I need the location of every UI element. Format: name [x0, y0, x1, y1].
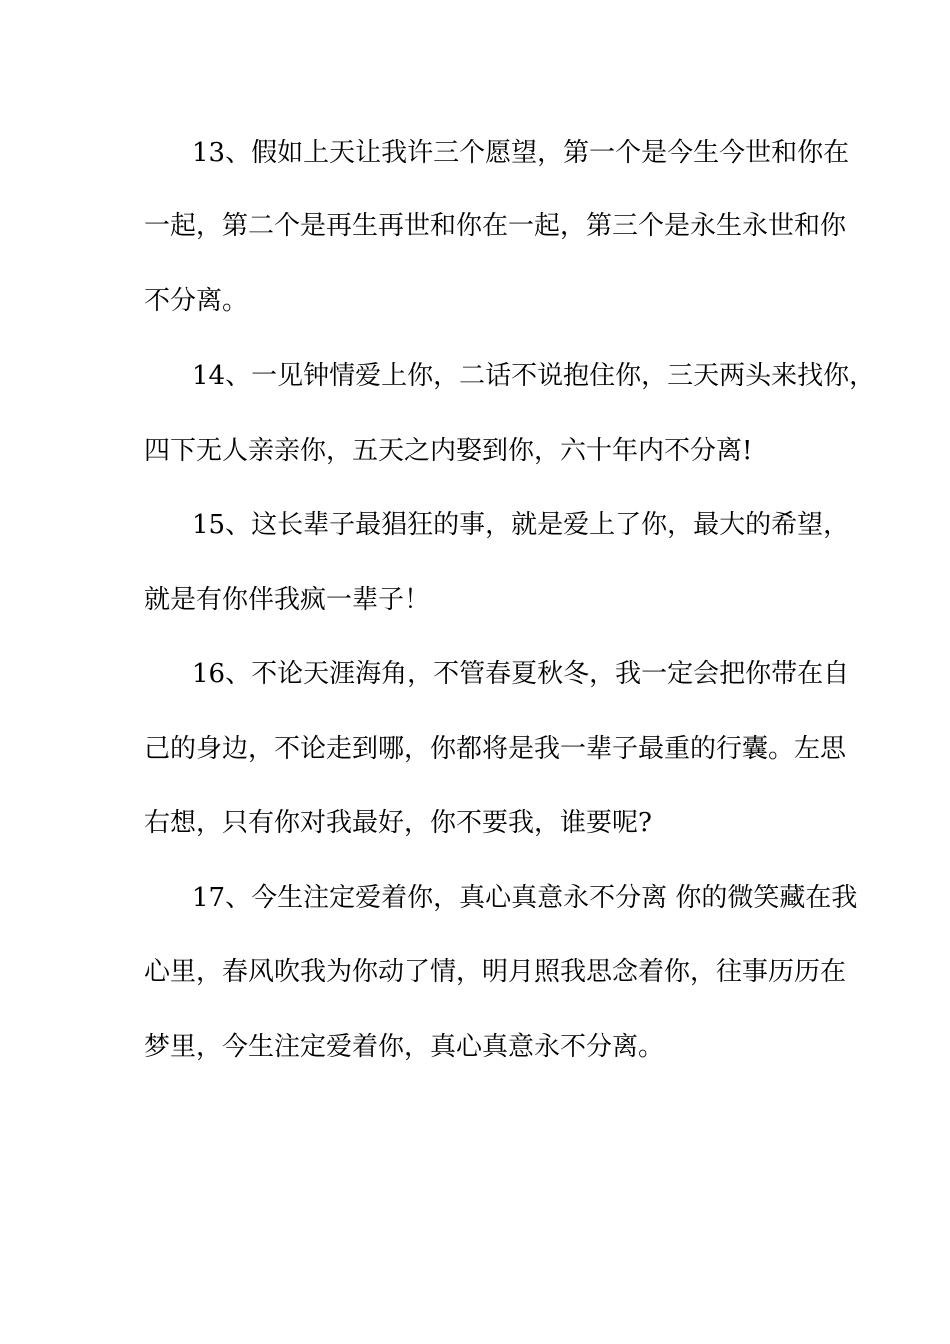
paragraph-17-line-3: 梦里，今生注定爱着你，真心真意永不分离。 — [144, 1032, 665, 1062]
paragraph-16-line-3: 右想，只有你对我最好，你不要我，谁要呢? — [144, 808, 652, 838]
paragraph-15-line-1: 15、这长辈子最猖狂的事，就是爱上了你，最大的希望， — [192, 510, 850, 540]
paragraph-14-line-2: 四下无人亲亲你，五天之内娶到你，六十年内不分离! — [144, 436, 753, 466]
paragraph-13-line-2: 一起，第二个是再生再世和你在一起，第三个是永生永世和你 — [144, 211, 847, 241]
paragraph-13-line-3: 不分离。 — [144, 286, 249, 316]
paragraph-14-line-1: 14、一见钟情爱上你，二话不说抱住你，三天两头来找你， — [192, 361, 876, 391]
paragraph-16-line-1: 16、不论天涯海角，不管春夏秋冬，我一定会把你带在自 — [192, 659, 850, 689]
paragraph-17-line-2: 心里，春风吹我为你动了情，明月照我思念着你，往事历历在 — [144, 957, 847, 987]
paragraph-17-line-1: 17、今生注定爱着你，真心真意永不分离 你的微笑藏在我 — [192, 883, 858, 913]
paragraph-16-line-2: 己的身边，不论走到哪，你都将是我一辈子最重的行囊。左思 — [144, 734, 847, 764]
paragraph-15-line-2: 就是有你伴我疯一辈子！ — [144, 585, 431, 615]
paragraph-13-line-1: 13、假如上天让我许三个愿望，第一个是今生今世和你在 — [192, 138, 850, 168]
